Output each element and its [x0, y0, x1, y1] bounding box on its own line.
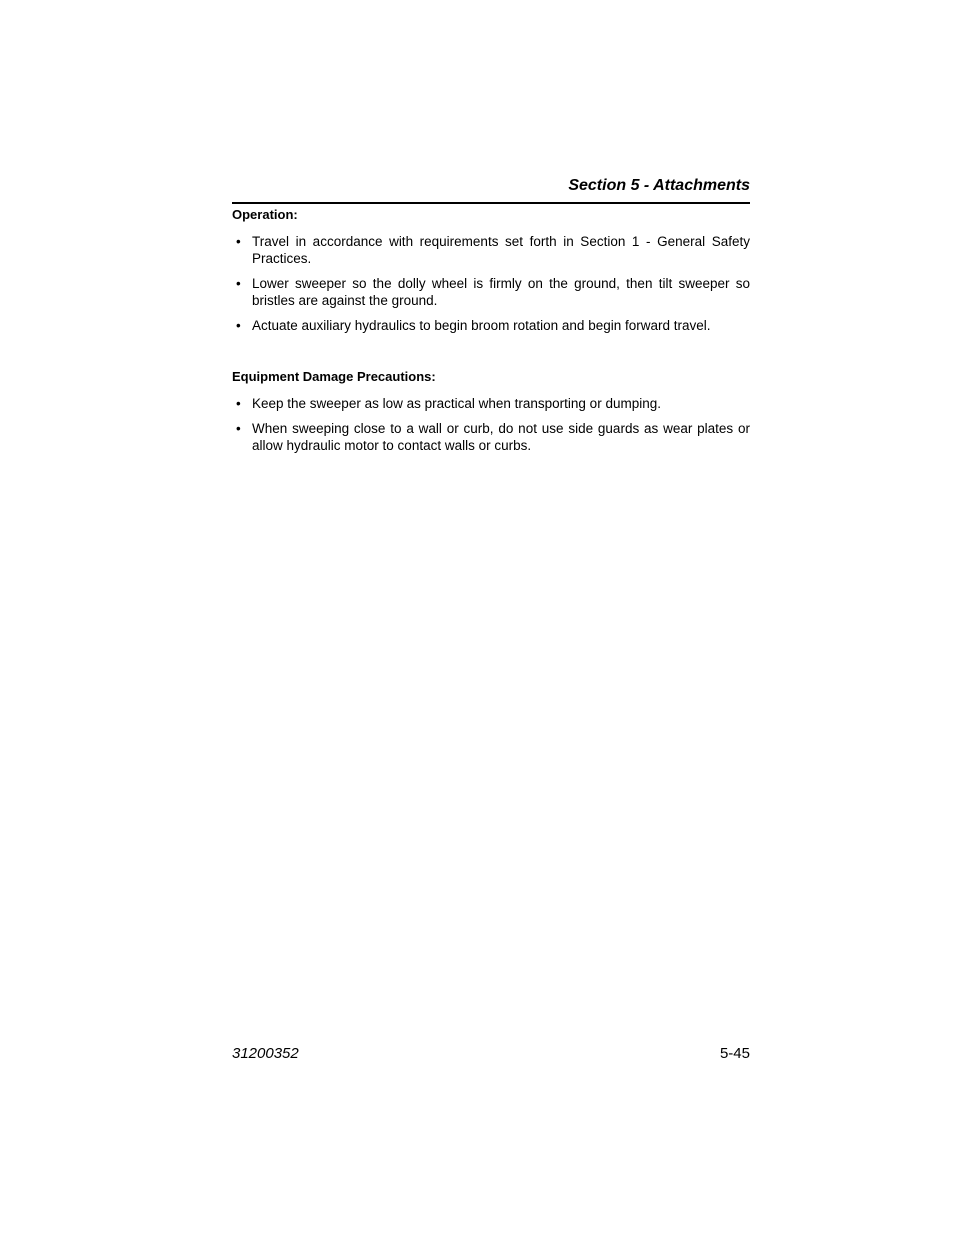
list-item [232, 395, 750, 412]
bullet-icon: • [236, 396, 241, 411]
list-item-text: Lower sweeper so the dolly wheel is firmly on the ground, then tilt sweeper so bristles are against the ground. [252, 276, 750, 308]
document-number: 31200352 [232, 1045, 299, 1062]
bullet-icon: • [236, 318, 241, 333]
operation-section [232, 206, 750, 334]
list-item-text: When sweeping close to a wall or curb, do not use side guards as wear plates or allow hydraulic motor to contact walls or curbs. [252, 421, 750, 453]
list-item [232, 233, 750, 267]
precautions-list [232, 395, 750, 454]
operation-list [232, 233, 750, 334]
bullet-icon: • [236, 276, 241, 291]
bullet-icon: • [236, 234, 241, 249]
list-item [232, 317, 750, 334]
section-title: Section 5 - Attachments [568, 177, 750, 194]
list-item [232, 275, 750, 309]
precautions-section [232, 368, 750, 454]
precautions-heading: Equipment Damage Precautions: [232, 369, 436, 384]
operation-heading: Operation: [232, 207, 298, 222]
page-header [232, 176, 750, 204]
list-item-text: Keep the sweeper as low as practical when transporting or dumping. [252, 396, 661, 411]
page-number: 5-45 [719, 1045, 750, 1062]
list-item-text: Actuate auxiliary hydraulics to begin broom rotation and begin forward travel. [252, 318, 711, 333]
list-item-text: Travel in accordance with requirements set forth in Section 1 - General Safety Practices. [252, 234, 750, 266]
bullet-icon: • [236, 421, 241, 436]
list-item [232, 420, 750, 454]
